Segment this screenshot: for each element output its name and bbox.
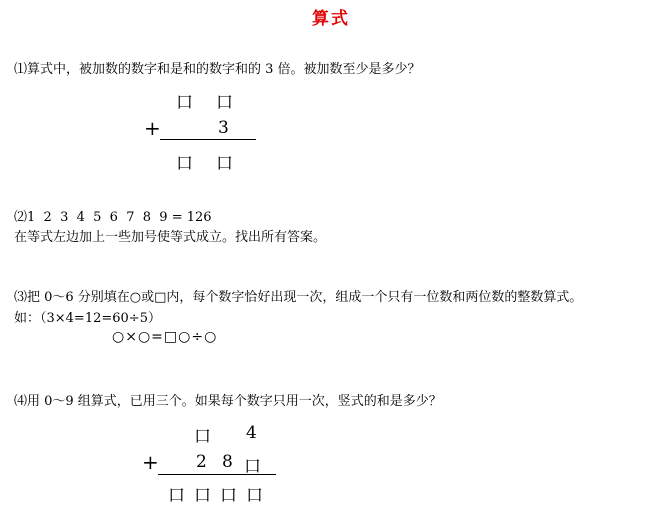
q1-addend-digit: 3	[218, 118, 229, 138]
q1-result-box-2: 口	[216, 154, 233, 174]
q1-result-box-1: 口	[176, 154, 193, 174]
q4-result-box-2: 口	[194, 486, 211, 506]
q4-addend-digit-2: 8	[222, 452, 233, 472]
q1-plus-sign: +	[144, 116, 161, 140]
q4-top-digit: 4	[246, 423, 257, 443]
q4-result-box-3: 口	[220, 486, 237, 506]
q4-plus-sign: +	[142, 450, 159, 474]
q4-sum-line	[158, 474, 276, 475]
question-3-expression: ○×○=□○÷○	[112, 329, 218, 345]
q4-addend-box: 口	[244, 457, 261, 477]
q1-top-box-2: 口	[216, 93, 233, 113]
question-3-text: ⑶把 0～6 分别填在○或□内，每个数字恰好出现一次，组成一个只有一位数和两位数的整数算式。	[14, 290, 583, 305]
q4-top-box: 口	[194, 427, 211, 447]
question-4-text: ⑷用 0～9 组算式，已用三个。如果每个数字只用一次，竖式的和是多少？	[14, 394, 442, 409]
question-2-text: 在等式左边加上一些加号使等式成立。找出所有答案。	[14, 230, 327, 245]
page-title: 算式	[312, 9, 350, 29]
question-2-equation: ⑵1 2 3 4 5 6 7 8 9 = 126	[14, 210, 212, 225]
q4-result-box-4: 口	[246, 486, 263, 506]
q4-addend-digit-1: 2	[196, 452, 207, 472]
q4-result-box-1: 口	[168, 486, 185, 506]
question-3-example: 如：（3×4=12=60÷5）	[14, 311, 161, 326]
q1-sum-line	[160, 139, 256, 140]
q1-top-box-1: 口	[176, 93, 193, 113]
question-1-text: ⑴算式中，被加数的数字和是和的数字和的 3 倍。被加数至少是多少？	[14, 62, 421, 77]
